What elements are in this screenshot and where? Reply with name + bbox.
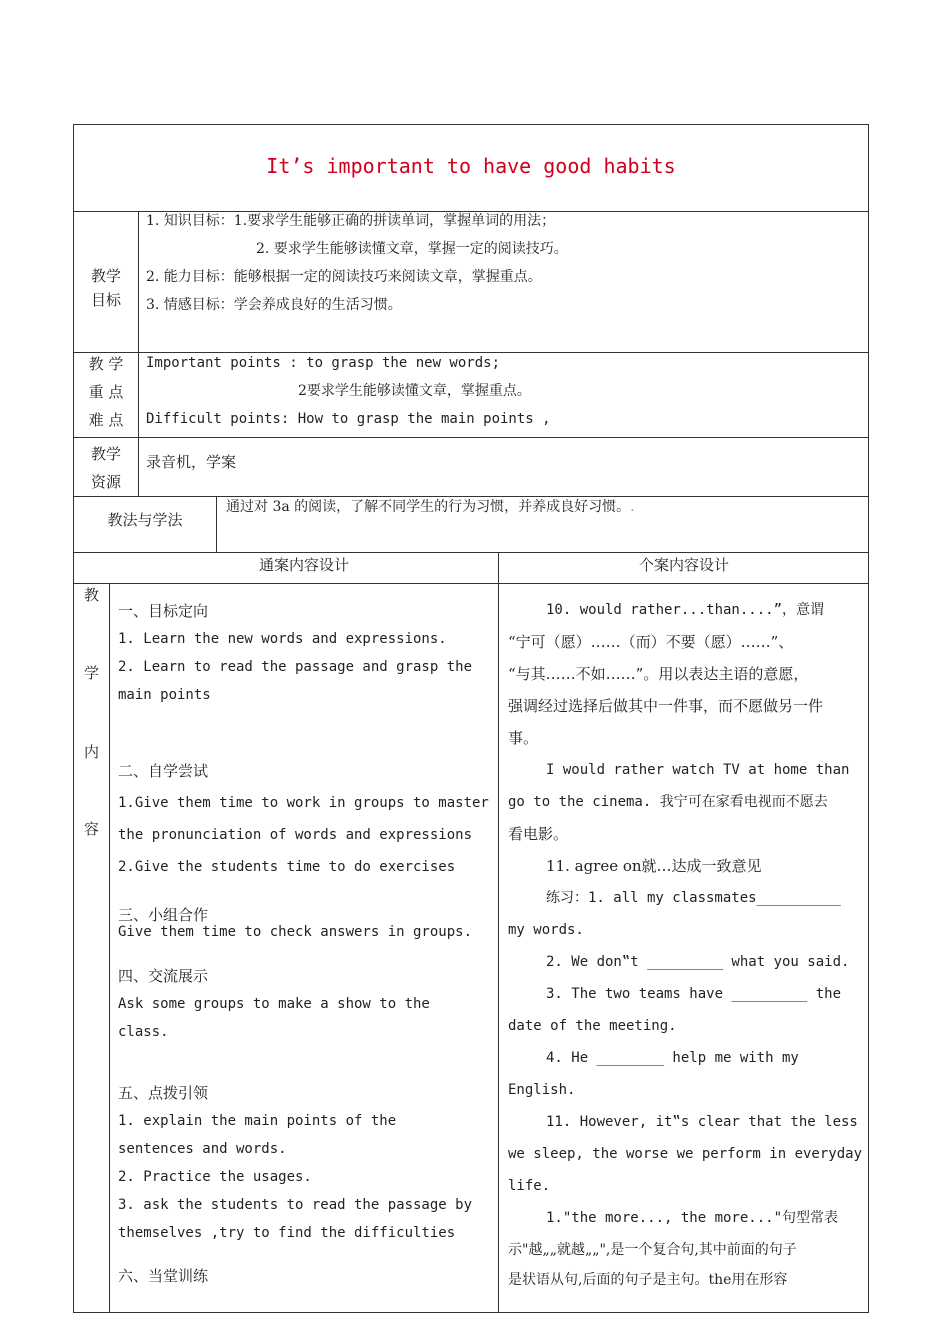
right-line: 练习：1. all my classmates__________ — [546, 890, 841, 906]
methods-label: 教法与学法 — [107, 511, 183, 529]
right-column-header: 个案内容设计 — [638, 556, 729, 574]
goal-line: 3. 情感目标：学会养成良好的生活习惯。 — [146, 297, 402, 313]
goal-line: 1. 知识目标：1.要求学生能够正确的拼读单词，掌握单词的用法； — [146, 213, 556, 229]
rule-below-keypoints — [73, 437, 869, 438]
right-line: 11. However, it‟s clear that the less — [546, 1114, 858, 1130]
left-line: class. — [118, 1024, 169, 1040]
rule-center-column — [498, 552, 499, 1313]
right-line: 3. The two teams have _________ the — [546, 986, 842, 1002]
right-line: go to the cinema. 我宁可在家看电视而不愿去 — [508, 794, 828, 810]
left-column-header: 通案内容设计 — [258, 556, 349, 574]
right-line: 看电影。 — [508, 825, 569, 843]
right-line: “与其……不如……”。用以表达主语的意愿， — [508, 665, 809, 683]
right-line: life. — [508, 1178, 551, 1194]
methods-value: 通过对 3a 的阅读，了解不同学生的行为习惯，并养成良好习惯。. — [226, 499, 635, 515]
rule-below-col-headers — [73, 583, 869, 584]
right-line: date of the meeting. — [508, 1018, 677, 1034]
page-title: It’s important to have good habits — [266, 154, 676, 178]
important-points-2: 2要求学生能够读懂文章，掌握重点。 — [298, 383, 531, 399]
left-line: Ask some groups to make a show to the — [118, 996, 430, 1012]
section-heading: 三、小组合作 — [118, 906, 209, 924]
right-line: my words. — [508, 922, 584, 938]
right-line: 示"越„„就越„„",是一个复合句,其中前面的句子 — [508, 1242, 797, 1258]
left-line: main points — [118, 687, 211, 703]
content-label-char: 学 — [83, 664, 99, 682]
right-line: 1."the more..., the more..."句型常表 — [546, 1210, 839, 1226]
section-heading: 一、目标定向 — [118, 602, 209, 620]
right-line: 4. He ________ help me with my — [546, 1050, 799, 1066]
content-label-char: 容 — [83, 820, 99, 838]
section-heading: 二、自学尝试 — [118, 762, 209, 780]
section-heading: 五、点拨引领 — [118, 1084, 209, 1102]
left-line: sentences and words. — [118, 1141, 287, 1157]
left-line: 1. explain the main points of the — [118, 1113, 397, 1129]
rule-content-label-column — [109, 583, 110, 1313]
left-line: 3. ask the students to read the passage by — [118, 1197, 473, 1213]
resources-value: 录音机，学案 — [146, 453, 237, 471]
goal-line: 2. 要求学生能够读懂文章，掌握一定的阅读技巧。 — [256, 241, 568, 257]
left-line: 2. Learn to read the passage and grasp the — [118, 659, 473, 675]
left-line: Give them time to check answers in groups. — [118, 924, 473, 940]
keypoints-label: 教 学 重 点 难 点 — [88, 355, 124, 429]
resources-label: 教学 资源 — [90, 445, 121, 491]
rule-label-column — [138, 211, 139, 496]
right-line: we sleep, the worse we perform in everyday — [508, 1146, 863, 1162]
left-line: 2.Give the students time to do exercises — [118, 859, 456, 875]
right-line: 2. We don‟t _________ what you said. — [546, 954, 850, 970]
section-heading: 六、当堂训练 — [118, 1267, 209, 1285]
section-heading: 四、交流展示 — [118, 967, 209, 985]
left-line: 1. Learn the new words and expressions. — [118, 631, 447, 647]
rule-methods-column — [216, 496, 217, 552]
content-label-char: 内 — [83, 743, 99, 761]
right-line: English. — [508, 1082, 576, 1098]
right-line: 是状语从句,后面的句子是主句。the用在形容 — [508, 1272, 788, 1288]
difficult-points: Difficult points: How to grasp the main points , — [146, 411, 551, 427]
right-line: 事。 — [508, 729, 539, 747]
right-line: 10. would rather...than....”，意谓 — [546, 602, 825, 618]
goal-line: 2. 能力目标：能够根据一定的阅读技巧来阅读文章，掌握重点。 — [146, 269, 542, 285]
left-line: 1.Give them time to work in groups to master — [118, 795, 489, 811]
right-line: I would rather watch TV at home than — [546, 762, 850, 778]
left-line: the pronunciation of words and expressions — [118, 827, 473, 843]
left-line: themselves ,try to find the difficulties — [118, 1225, 456, 1241]
right-line: 强调经过选择后做其中一件事，而不愿做另一件 — [508, 697, 824, 715]
right-line: “宁可（愿）……（而）不要（愿）……”、 — [508, 633, 794, 651]
right-line: 11. agree on就…达成一致意见 — [546, 857, 762, 875]
important-points: Important points : to grasp the new words; — [146, 355, 501, 371]
content-label-char: 教 — [83, 586, 99, 604]
left-line: 2. Practice the usages. — [118, 1169, 312, 1185]
goals-label: 教学 目标 — [90, 267, 121, 309]
